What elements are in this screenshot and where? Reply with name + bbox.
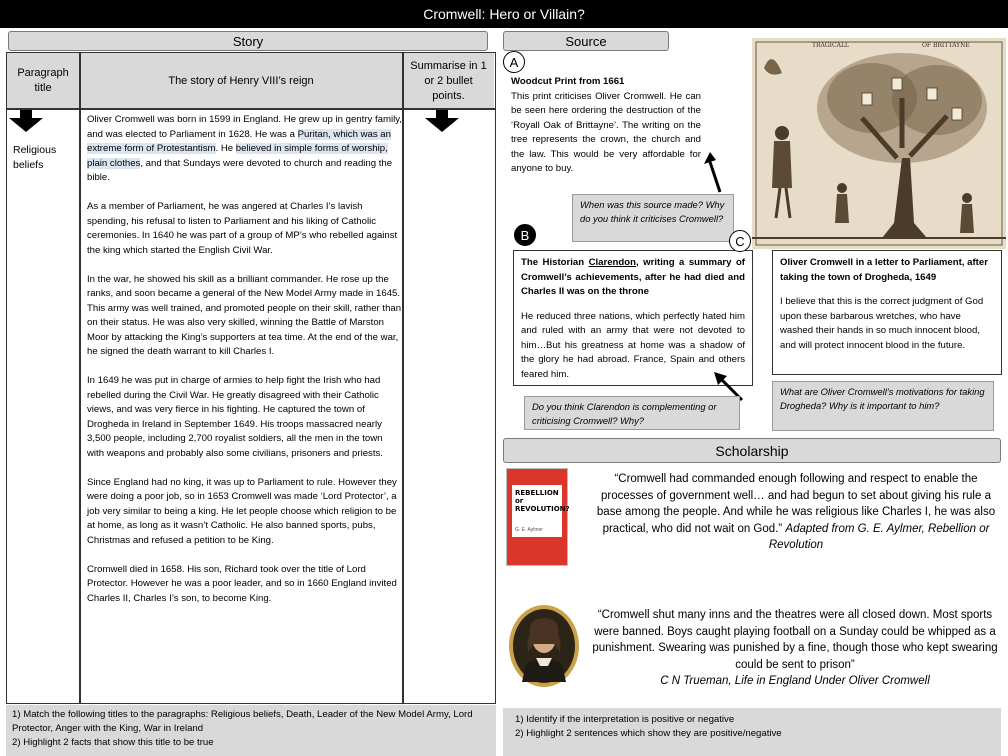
story-paragraph: Since England had no king, it was up to Parliament to rule. However they were doing a poor job, so in 1653 Cromwell was made ‘Lord Protector’, a job very similar to being a king. He let people choose which religion to be at home, as long as it wasn’t Catholic. He also banned sports, pubs, Christmas and refused a petition to be King.: [87, 476, 397, 546]
book-title-line1: REBELLION: [515, 489, 559, 497]
story-task-1: 1) Match the following titles to the paragraphs: Religious beliefs, Death, Leader of the New Model Army, Lord Protector, Anger with the King, War in Ireland: [12, 709, 473, 734]
book-cover-image: [506, 468, 568, 566]
scholarship-task-box: [503, 708, 1001, 756]
source-a-title: Woodcut Print from 1661: [511, 76, 625, 87]
column-divider: [79, 53, 81, 703]
source-c-question: What are Oliver Cromwell’s motivations for taking Drogheda? Why is it important to him?: [772, 381, 994, 431]
highlighted-fact: believed in simple forms of worship, plain clothes: [87, 143, 388, 169]
story-text: [87, 113, 402, 621]
woodcut-caption-right: OF BRITTAYNE: [922, 42, 970, 49]
scholarship-quote-2: “Cromwell shut many inns and the theatres were all closed down. Most sports were banned. Boys caught playing football on a Sunday could be whipped as a punishment. Swearing was punished by a fine, though those who kept swearing could be sent to prison” C N Trueman, Life in England Under Oliver Cromwell: [592, 609, 998, 687]
source-b-text: He reduced three nations, which perfectly hated him and ruled with an army that were not devoted to him…But his greatness at home was a shadow of the glory he had abroad. France, Spain and others feared him.: [521, 310, 745, 380]
source-a-question: When was this source made? Why do you think it criticises Cromwell?: [572, 194, 734, 242]
paragraph-title-religious-beliefs: Religious beliefs: [13, 144, 57, 171]
story-task-box: [6, 705, 496, 756]
source-c-label: C: [729, 230, 751, 252]
book-title-line3: REVOLUTION?: [515, 505, 570, 513]
story-paragraph: Oliver Cromwell was born in 1599 in England. He grew up in gentry family, and was elected to Parliament in 1628. He was a Puritan, which was an extreme form of Protestantism. He believed in simple forms of worship, plain clothes, and that Sundays were devoted to church and reading the bible.: [87, 114, 402, 183]
arrow-icon: [704, 152, 726, 194]
book-author: G. E. Aylmer: [515, 527, 543, 533]
source-a-label: A: [503, 51, 525, 73]
header-divider: [7, 108, 495, 110]
story-paragraph: Cromwell died in 1658. His son, Richard took over the title of Lord Protector. However he was a poor leader, and so in 1660 England invited Charles II, Charles I’s son, to become King.: [87, 563, 397, 604]
paragraph-title-column-header: [7, 53, 79, 109]
quote-1-attribution: Adapted from G. E. Aylmer, Rebellion or Revolution: [768, 522, 990, 551]
source-b-box: [513, 250, 753, 386]
woodcut-print-image: [752, 38, 1006, 249]
quote-2-attribution: C N Trueman, Life in England Under Oliver Cromwell: [660, 675, 930, 687]
story-paragraph: In 1649 he was put in charge of armies to help fight the Irish who had rebelled during the Civil War. He greatly disagreed with their Catholic views, and was very fierce in his fighting. He captured the town of Drogheda in Ireland in September 1649. His troops massacred nearly 3,500 people, including 2,700 royalist soldiers, all the men in the town with weapons and probably also some civilians, prisoners and priests.: [87, 375, 383, 459]
column-divider: [402, 53, 404, 703]
source-b-title: The Historian Clarendon, writing a summary of Cromwell’s achievements, after he had died and Charles II was on the throne: [521, 257, 746, 297]
paragraph-title-label: Paragraph title: [17, 67, 69, 94]
down-arrow-icon: [9, 110, 43, 132]
source-a-text: Woodcut Print from 1661 This print criticises Oliver Cromwell. He can be seen here ordering the destruction of the ‘Royall Oak of Brittayne’. The writing on the tree represents the crown, the church and the law. This would be very affordable for anyone to buy.: [511, 76, 701, 174]
story-column-header: [80, 53, 402, 109]
story-paragraph: As a member of Parliament, he was angered at Charles I’s lavish spending, his refusal to listen to Parliament and his liking of Catholic ceremonies. In 1640 he was part of a group of MP’s who rebelled against the king which started the English Civil War.: [87, 201, 398, 256]
story-column-label: The story of Henry VIII’s reign: [168, 74, 314, 87]
scholarship-task-2: 2) Highlight 2 sentences which show they are positive/negative: [515, 728, 782, 739]
summary-column-header: [403, 53, 494, 109]
source-b-question: Do you think Clarendon is complementing or criticising Cromwell? Why?: [524, 396, 740, 430]
highlighted-fact: Puritan, which was an extreme form of Protestantism: [87, 128, 391, 154]
scholarship-quote-1: “Cromwell had commanded enough following and respect to enable the processes of government well… and had begun to set about giving his rule a base among the people. And while he was religious like Charles I, he was also practical, who did not wait on God.” Adapted from G. E. Aylmer, Rebellion or Revolution: [596, 473, 996, 551]
summary-column-label: Summarise in 1 or 2 bullet points.: [410, 59, 487, 102]
page-title: Cromwell: Hero or Villain?: [0, 0, 1008, 28]
source-c-text: I believe that this is the correct judgment of God upon these barbarous wretches, who have washed their hands in so much innocent blood, and will protect innocent blood in the future.: [780, 296, 984, 351]
down-arrow-icon: [425, 110, 459, 132]
story-header: Story: [8, 31, 488, 51]
source-c-title: Oliver Cromwell in a letter to Parliament, after taking the town of Drogheda, 1649: [780, 257, 988, 283]
woodcut-caption-left: TRAGICALL: [812, 42, 849, 49]
source-c-box: [772, 250, 1002, 375]
story-paragraph: In the war, he showed his skill as a brilliant commander. He rose up the ranks, and soon became a general of the New Model Army made in 1645. This army was well trained, and promoted people on their skill, rather than on their status. He was also very skilled, winning the Battle of Marston Moor by attacking the King’s supporters at tea time. At the end of the war, he signed the death warrant to kill Charles I.: [87, 273, 402, 357]
source-b-label: B: [514, 224, 536, 246]
cromwell-portrait-image: [508, 604, 580, 688]
story-table: [6, 52, 496, 704]
source-header: Source: [503, 31, 669, 51]
story-task-2: 2) Highlight 2 facts that show this title to be true: [12, 737, 214, 748]
scholarship-header: Scholarship: [503, 438, 1001, 463]
book-title-line2: or: [515, 497, 524, 505]
scholarship-task-1: 1) Identify if the interpretation is positive or negative: [515, 714, 735, 725]
